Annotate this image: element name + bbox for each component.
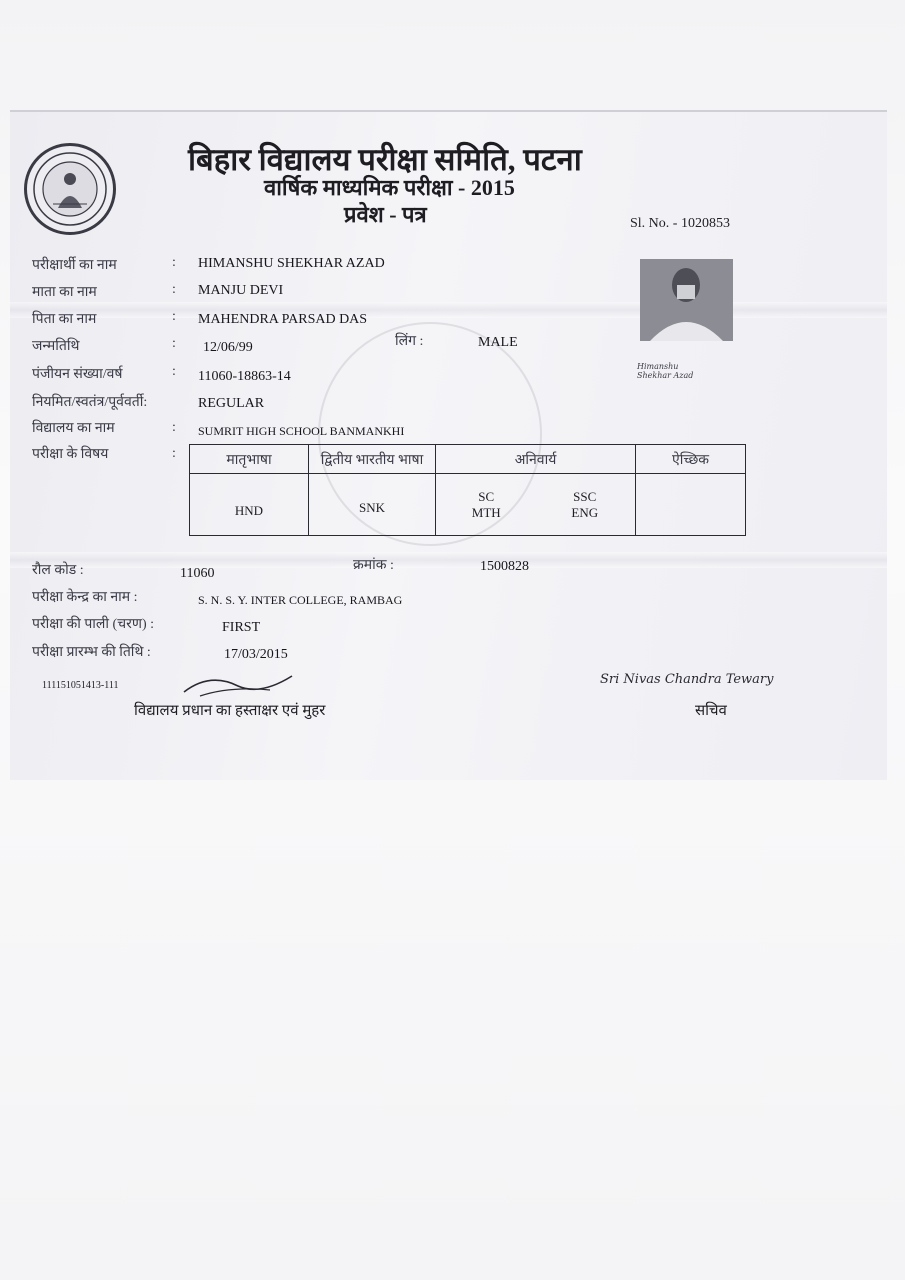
subj-header-compulsory: अनिवार्य bbox=[436, 445, 636, 474]
subj-header-mother-tongue: मातृभाषा bbox=[190, 445, 309, 474]
shift-label: परीक्षा की पाली (चरण) : bbox=[32, 617, 154, 632]
roll-code-value: 11060 bbox=[180, 566, 215, 581]
subj-header-optional: ऐच्छिक bbox=[636, 445, 746, 474]
mother-name-label: माता का नाम bbox=[32, 285, 97, 300]
footer-code: 111151051413-111 bbox=[42, 680, 119, 691]
gender-value: MALE bbox=[478, 335, 518, 350]
dob-value: 12/06/99 bbox=[203, 340, 253, 355]
subj-header-second-language: द्वितीय भारतीय भाषा bbox=[309, 445, 436, 474]
registration-label: पंजीयन संख्या/वर्ष bbox=[32, 367, 123, 382]
mother-name-value: MANJU DEVI bbox=[198, 283, 284, 298]
subj-second-language: SNK bbox=[309, 474, 436, 536]
gender-label: लिंग : bbox=[395, 334, 424, 349]
registration-value: 11060-18863-14 bbox=[198, 369, 291, 384]
exam-name-title: वार्षिक माध्यमिक परीक्षा - 2015 bbox=[264, 175, 515, 200]
subj-mother-tongue: HND bbox=[190, 474, 309, 536]
dob-label: जन्मतिथि bbox=[32, 339, 80, 354]
secretary-label: सचिव bbox=[695, 703, 727, 719]
serial-value: 1020853 bbox=[680, 216, 730, 231]
category-value: REGULAR bbox=[198, 396, 265, 411]
doc-type-title: प्रवेश - पत्र bbox=[344, 202, 427, 227]
school-label: विद्यालय का नाम bbox=[32, 421, 115, 436]
subj-optional bbox=[636, 474, 746, 536]
subj-compulsory-item: SSC bbox=[573, 488, 597, 504]
centre-value: S. N. S. Y. INTER COLLEGE, RAMBAG bbox=[198, 593, 403, 607]
fold-line bbox=[10, 302, 887, 318]
subj-compulsory bbox=[436, 474, 636, 536]
subjects-table bbox=[189, 444, 746, 536]
centre-label: परीक्षा केन्द्र का नाम : bbox=[32, 590, 138, 605]
subj-compulsory-item: ENG bbox=[571, 504, 599, 520]
start-date-value: 17/03/2015 bbox=[224, 647, 288, 662]
roll-no-value: 1500828 bbox=[480, 559, 529, 574]
school-value: SUMRIT HIGH SCHOOL BANMANKHI bbox=[198, 424, 405, 438]
student-photo bbox=[640, 259, 733, 341]
serial-number bbox=[630, 216, 730, 232]
student-name-label: परीक्षार्थी का नाम bbox=[32, 258, 117, 273]
roll-no-label: क्रमांक : bbox=[353, 558, 394, 573]
subj-compulsory-item: MTH bbox=[471, 504, 501, 520]
subjects-label: परीक्षा के विषय bbox=[32, 447, 109, 462]
start-date-label: परीक्षा प्रारम्भ की तिथि : bbox=[32, 645, 151, 660]
board-seal-logo bbox=[24, 143, 116, 235]
subj-compulsory-item: SC bbox=[478, 488, 495, 504]
student-name-value: HIMANSHU SHEKHAR AZAD bbox=[198, 256, 385, 271]
board-name-title: बिहार विद्यालय परीक्षा समिति, पटना bbox=[188, 142, 582, 177]
principal-sign-label: विद्यालय प्रधान का हस्ताक्षर एवं मुहर bbox=[134, 703, 326, 719]
secretary-signature: Sri Nivas Chandra Tewary bbox=[600, 672, 774, 687]
roll-code-label: रौल कोड : bbox=[32, 563, 84, 578]
father-name-value: MAHENDRA PARSAD DAS bbox=[198, 312, 368, 327]
shift-value: FIRST bbox=[222, 620, 261, 635]
father-name-label: पिता का नाम bbox=[32, 312, 97, 327]
category-label: नियमित/स्वतंत्र/पूर्ववर्ती: bbox=[32, 395, 148, 410]
photo-signature: Himanshu Shekhar Azad bbox=[637, 362, 694, 380]
serial-label: Sl. No. - bbox=[630, 216, 678, 231]
fold-line bbox=[10, 552, 887, 568]
